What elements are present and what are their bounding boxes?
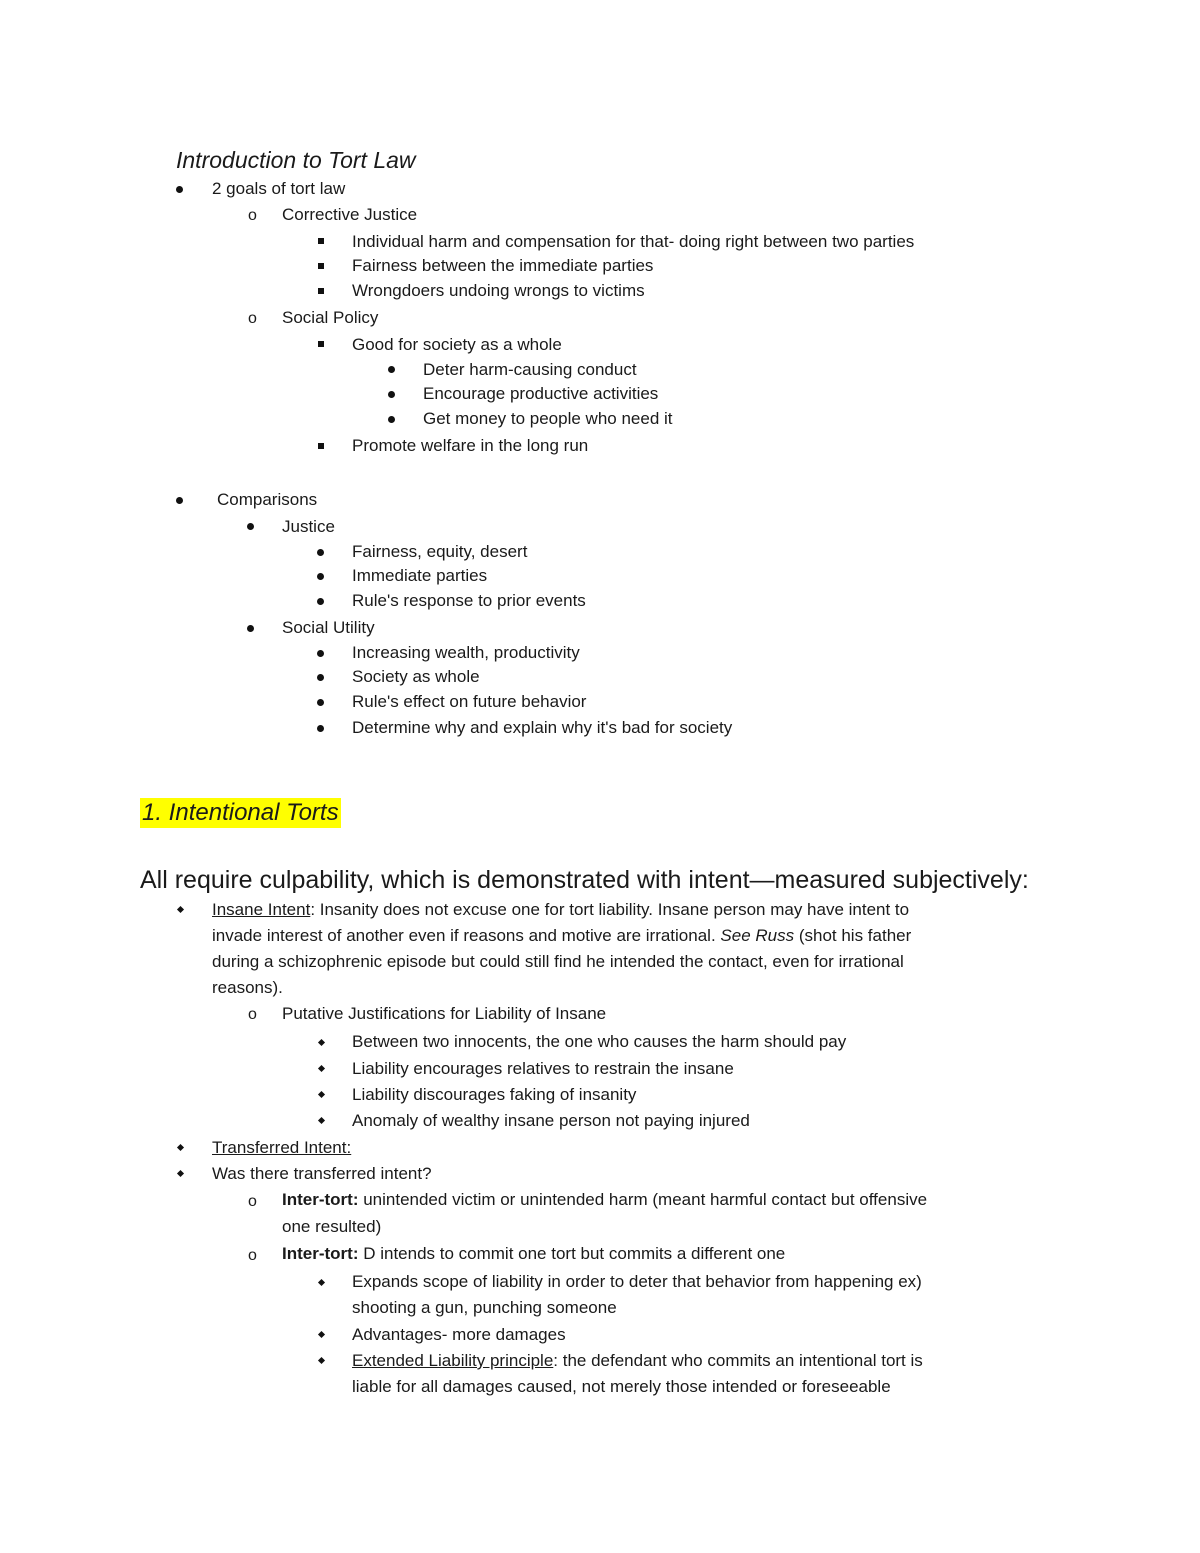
corrective-justice-item: Corrective Justice [282,205,418,224]
bullet-dot-icon [388,366,395,373]
bullet-dot-icon [176,497,183,504]
circle-bullet-icon: o [248,310,257,327]
bullet-dot-icon [317,725,324,732]
diamond-bullet-icon [318,1357,325,1364]
comparisons-item: Comparisons [217,490,318,509]
diamond-bullet-icon [318,1117,325,1124]
extended-liability-line-1 [352,1350,923,1372]
bullet-dot-icon [247,625,254,632]
advantages-item: Advantages- more damages [352,1325,566,1344]
transferred-intent-label: Transferred Intent: [212,1138,352,1157]
square-bullet-icon [318,263,324,269]
inter-tort-1-line-1 [282,1189,927,1211]
diamond-bullet-icon [177,1144,184,1151]
goals-item: 2 goals of tort law [212,179,346,198]
diamond-bullet-icon [318,1279,325,1286]
inter-tort-1-label: Inter-tort: [282,1190,359,1209]
good-item-2: Encourage productive activities [423,384,659,403]
square-bullet-icon [318,443,324,449]
good-item-1: Deter harm-causing conduct [423,360,637,379]
insane-intent-line-1 [212,899,909,921]
diamond-bullet-icon [318,1039,325,1046]
circle-bullet-icon: o [248,1193,257,1210]
diamond-bullet-icon [318,1331,325,1338]
was-there-item: Was there transferred intent? [212,1164,432,1183]
bullet-dot-icon [317,573,324,580]
circle-bullet-icon: o [248,1006,257,1023]
social-utility-item: Social Utility [282,618,375,637]
extended-liability-line-2: liable for all damages caused, not merely those intended or foreseeable [352,1377,891,1396]
expands-line-2: shooting a gun, punching someone [352,1298,617,1317]
utility-item-1: Increasing wealth, productivity [352,643,580,662]
putative-item-2: Liability encourages relatives to restrain the insane [352,1059,734,1078]
bullet-dot-icon [176,186,183,193]
bullet-dot-icon [317,699,324,706]
social-policy-item: Social Policy [282,308,379,327]
square-bullet-icon [318,238,324,244]
extended-liability-text: : the defendant who commits an intentional tort is [553,1351,923,1370]
bullet-dot-icon [317,549,324,556]
diamond-bullet-icon [177,906,184,913]
corrective-item-3: Wrongdoers undoing wrongs to victims [352,281,645,300]
utility-item-4: Determine why and explain why it's bad for society [352,718,733,737]
diamond-bullet-icon [318,1091,325,1098]
insane-text-2a: invade interest of another even if reasons and motive are irrational. [212,926,721,945]
expands-line-1: Expands scope of liability in order to deter that behavior from happening ex) [352,1272,922,1291]
bullet-dot-icon [317,650,324,657]
justice-item: Justice [282,517,335,536]
utility-item-3: Rule's effect on future behavior [352,692,587,711]
justice-item-3: Rule's response to prior events [352,591,586,610]
square-bullet-icon [318,288,324,294]
inter-tort-1-text: unintended victim or unintended harm (meant harmful contact but offensive [358,1190,928,1209]
bullet-dot-icon [247,523,254,530]
putative-item-1: Between two innocents, the one who causes the harm should pay [352,1032,847,1051]
inter-tort-2-line [282,1243,785,1265]
bullet-dot-icon [388,416,395,423]
insane-intent-label: Insane Intent [212,900,311,919]
insane-intent-text: : Insanity does not excuse one for tort liability. Insane person may have intent to [310,900,910,919]
utility-item-2: Society as whole [352,667,480,686]
putative-item: Putative Justifications for Liability of Insane [282,1004,607,1023]
putative-item-4: Anomaly of wealthy insane person not paying injured [352,1111,750,1130]
justice-item-1: Fairness, equity, desert [352,542,528,561]
inter-tort-2-label: Inter-tort: [282,1244,359,1263]
see-russ-citation: See Russ [720,926,795,945]
extended-liability-label: Extended Liability principle [352,1351,554,1370]
bullet-dot-icon [388,391,395,398]
intro-title: Introduction to Tort Law [176,147,416,173]
corrective-item-2: Fairness between the immediate parties [352,256,654,275]
promote-item: Promote welfare in the long run [352,436,589,455]
bullet-dot-icon [317,598,324,605]
inter-tort-1-line-2: one resulted) [282,1217,382,1236]
circle-bullet-icon: o [248,1247,257,1264]
insane-intent-line-2 [212,925,911,947]
bullet-dot-icon [317,674,324,681]
diamond-bullet-icon [318,1065,325,1072]
inter-tort-2-text: D intends to commit one tort but commits a different one [358,1244,786,1263]
insane-intent-line-3: during a schizophrenic episode but could still find he intended the contact, even for irrational [212,952,904,971]
section-heading: 1. Intentional Torts [142,799,339,826]
insane-intent-line-4: reasons). [212,978,283,997]
putative-item-3: Liability discourages faking of insanity [352,1085,637,1104]
justice-item-2: Immediate parties [352,566,488,585]
corrective-item-1: Individual harm and compensation for that- doing right between two parties [352,232,915,251]
insane-text-2b: (shot his father [794,926,912,945]
section-subheading: All require culpability, which is demonstrated with intent—measured subjectively: [140,866,1029,894]
good-item-3: Get money to people who need it [423,409,673,428]
square-bullet-icon [318,341,324,347]
good-for-society-item: Good for society as a whole [352,335,562,354]
circle-bullet-icon: o [248,207,257,224]
diamond-bullet-icon [177,1170,184,1177]
